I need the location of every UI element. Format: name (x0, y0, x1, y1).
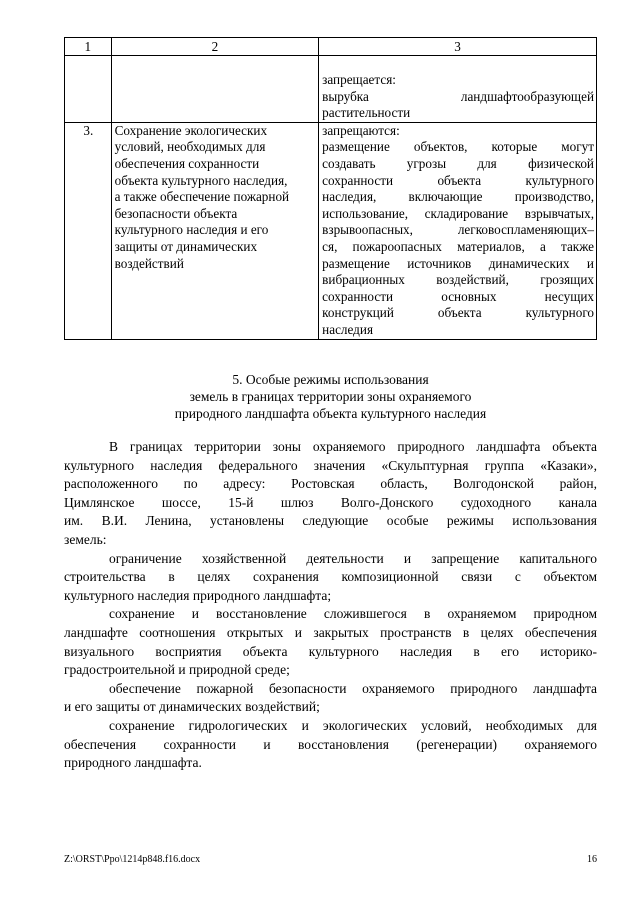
table-cell-empty (65, 56, 112, 123)
cell-text-line: а также обеспечение пожарной (114, 189, 290, 205)
paragraph-line: строительства в целях сохранения композиционной связи с объектом (64, 569, 597, 585)
cell-text-line: условий, необходимых для (114, 139, 266, 155)
cell-text-line: сохранности основных несущих (322, 288, 594, 304)
cell-text-line: воздействий (114, 255, 184, 271)
cell-text-line: сохранности объекта культурного (322, 172, 594, 188)
table-cell-requirement (111, 122, 319, 339)
body-text (64, 438, 597, 773)
cell-text-line: ся, пожароопасных материалов, а также (322, 238, 594, 254)
cell-text-line: размещение источников динамических и (322, 255, 594, 271)
paragraph-line: В границах территории зоны охраняемого природного ландшафта объекта (109, 439, 597, 454)
cell-text-line: вибрационных воздействий, грозящих (322, 272, 594, 288)
cell-text-line: растительности (322, 105, 411, 121)
cell-text-line: объекта культурного наследия, (114, 172, 288, 188)
paragraph-line: культурного наследия федерального значения «Скульптурная группа «Казаки», (64, 457, 597, 473)
heading-line: природного ландшафта объекта культурного наследия (174, 406, 487, 421)
paragraph-line: обеспечения сохранности и восстановления (регенерации) охраняемого (64, 736, 597, 752)
cell-text-line: конструкций объекта культурного (322, 305, 594, 321)
heading-line: земель в границах территории зоны охраняемого (189, 389, 472, 404)
paragraph-line: визуального восприятия объекта культурного наследия в его историко- (64, 643, 597, 659)
paragraph-line: культурного наследия природного ландшафта; (64, 587, 332, 603)
cell-text-line: наследия (322, 321, 374, 337)
cell-text-line: обеспечения сохранности (114, 155, 260, 171)
table-cell-prohibitions (319, 56, 597, 123)
header-cell-2: 2 (111, 38, 319, 56)
cell-text-line: защиты от динамических (114, 238, 258, 254)
cell-text-line: безопасности объекта (114, 205, 238, 221)
paragraph-line: сохранение и восстановление сложившегося в охраняемом природном (109, 606, 597, 622)
paragraph-line: расположенного по адресу: Ростовская область, Волгодонской район, (64, 476, 597, 492)
table-row-continuation (65, 56, 597, 123)
table-header-row (65, 38, 597, 56)
cell-text-line: взрывоопасных, легковоспламеняющих– (322, 222, 594, 238)
paragraph-line: и его защиты от динамических воздействий; (64, 699, 320, 715)
cell-text-line: Сохранение экологических (114, 122, 268, 138)
paragraph-line: природного ландшафта. (64, 755, 202, 771)
header-cell-3: 3 (319, 38, 597, 56)
table-row (65, 122, 597, 339)
section-heading (64, 371, 597, 422)
cell-text-line: вырубка ландшафтообразующей (322, 88, 594, 104)
page-number: 16 (587, 854, 597, 865)
cell-text-line: запрещаются: (322, 122, 400, 138)
paragraph-line: обеспечение пожарной безопасности охраняемого природного ландшафта (109, 680, 597, 696)
heading-line: 5. Особые режимы использования (232, 372, 429, 387)
cell-text-line: использование, складирование взрывчатых, (322, 205, 594, 221)
table-cell-empty (111, 56, 319, 123)
cell-text-line: запрещается: (322, 72, 396, 87)
cell-text-line: культурного наследия и его (114, 222, 269, 238)
paragraph-line: сохранение гидрологических и экологических условий, необходимых для (109, 717, 597, 733)
paragraph-line: ограничение хозяйственной деятельности и запрещение капитального (109, 550, 597, 566)
paragraph-line: градостроительной и природной среде; (64, 662, 290, 678)
header-cell-1: 1 (65, 38, 112, 56)
regulations-table (64, 37, 597, 340)
paragraph-line: им. В.И. Ленина, установлены следующие особые режимы использования (64, 513, 597, 529)
cell-text-line: размещение объектов, которые могут (322, 139, 594, 155)
row-number: 3. (65, 122, 112, 339)
footer-file-path: Z:\ORST\Ppo\1214p848.f16.docx (64, 854, 201, 865)
paragraph-line: ландшафте соотношения открытых и закрытых пространств в целях обеспечения (64, 624, 597, 640)
table-cell-prohibitions (319, 122, 597, 339)
paragraph-line: земель: (64, 531, 107, 547)
cell-text-line: создавать угрозы для физической (322, 155, 594, 171)
cell-text-line: наследия, включающие производство, (322, 189, 594, 205)
paragraph-line: Цимлянское шоссе, 15-й шлюз Волго-Донского судоходного канала (64, 494, 597, 510)
